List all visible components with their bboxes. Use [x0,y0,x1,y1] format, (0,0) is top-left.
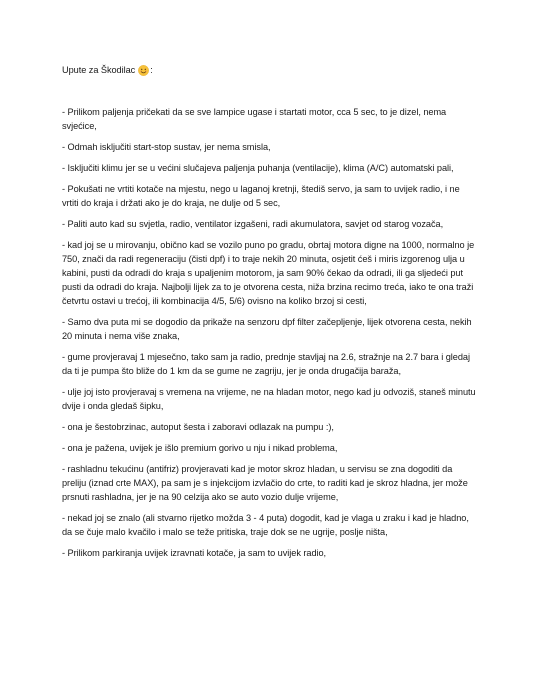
paragraph-14: - Prilikom parkiranja uvijek izravnati kotače, ja sam to uvijek radio, [62,548,327,558]
title-suffix: : [150,65,153,75]
paragraph-10: - ona je šestobrzinac, autoput šesta i zaboravi odlazak na pumpu :), [62,422,334,432]
paragraph-8: - gume provjeravaj 1 mjesečno, tako sam ja radio, prednje stavljaj na 2.6, stražnje na 2.7 bara i gledaj da ti je pumpa što bliže do 1 km da se gume ne zagriju, jer je onda drugačija baraža, [62,352,470,376]
paragraph-3: - Isključiti klimu jer se u većini slučajeva paljenja puhanja (ventilacije), klima (A/C) automatski pali, [62,163,454,173]
title-text: Upute za Škodilac [62,65,136,75]
document-body [62,63,476,567]
document-title [62,63,476,77]
paragraph-2: - Odmah isključiti start-stop sustav, jer nema smisla, [62,142,271,152]
paragraph-6: - kad joj se u mirovanju, obično kad se vozilo puno po gradu, obrtaj motora digne na 1000, normalno je 750, znači da radi regeneraciju (čisti dpf) i to traje nekih 20 minuta, osjetit ćeš i miris izgorenog ulja u kabini, pusti da odradi do kraja s upaljenim motorom, ja sam 90% čekao da odradi, ili ga sljedeći put pusti da odradi do kraja. Najbolji lijek za to je otvorena cesta, niža brzina recimo treća, iako te ona traži četvrtu ostavi u trećoj, ili kombinacija 4/5, 5/6) ovisno na koliko brzoj si cesti, [62,240,475,306]
paragraph-9: - ulje joj isto provjeravaj s vremena na vrijeme, ne na hladan motor, nego kad ju odvoziš, staneš minutu dvije i onda gledaš šipku, [62,387,476,411]
paragraph-5: - Paliti auto kad su svjetla, radio, ventilator izgašeni, radi akumulatora, savjet od starog vozača, [62,219,444,229]
paragraph-11: - ona je pažena, uvijek je išlo premium gorivo u nju i nikad problema, [62,443,338,453]
paragraph-1: - Prilikom paljenja pričekati da se sve lampice ugase i startati motor, cca 5 sec, to je dizel, nema svjećice, [62,107,447,131]
smiling-face-icon [138,65,149,76]
paragraph-12: - rashladnu tekućinu (antifriz) provjeravati kad je motor skroz hladan, u servisu se zna dogoditi da preliju (iznad crte MAX), pa sam je s injekcijom izvlačio do crte, to raditi kad je skroz hladna, jer može prsnuti rashladna, jer je na 90 celzija ako se auto vozio dulje vrijeme, [62,464,468,502]
paragraph-7: - Samo dva puta mi se dogodio da prikaže na senzoru dpf filter začepljenje, lijek otvorena cesta, nekih 20 minuta i nema više znaka, [62,317,472,341]
paragraph-13: - nekad joj se znalo (ali stvarno rijetko možda 3 - 4 puta) dogodit, kad je vlaga u zraku i kad je hladno, da se čuje malo kvačilo i malo se teže pritiska, traje dok se ne ugrije, poslje ništa, [62,513,469,537]
paragraph-4: - Pokušati ne vrtiti kotače na mjestu, nego u laganoj kretnji, štediš servo, ja sam to uvijek radio, i ne vrtiti do kraja i držati ako je do kraja, ne dulje od 5 sec, [62,184,460,208]
